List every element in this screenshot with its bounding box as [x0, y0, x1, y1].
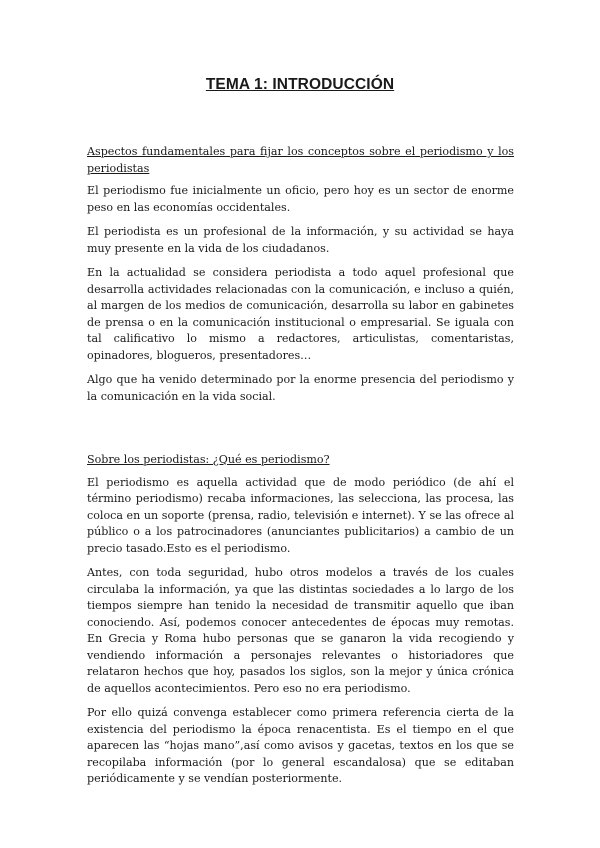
- paragraph: Algo que ha venido determinado por la enorme presencia del periodismo y la comunicación en la vida social.: [87, 373, 514, 403]
- section-spacer: [87, 413, 514, 452]
- page-title: TEMA 1: INTRODUCCIÓN: [205, 76, 395, 93]
- paragraph: El periodismo es aquella actividad que de modo periódico (de ahí el término periodismo) recaba informaciones, las selecciona, las procesa, las coloca en un soporte (prensa, radio, televisión e internet). Y se las ofrece al público o a los patrocinadores (anunciantes publicitarios) a cambio de un precio tasado.Esto es el periodismo.: [87, 475, 514, 555]
- section-heading: Sobre los periodistas: ¿Qué es periodismo?: [87, 453, 330, 466]
- paragraph: El periodismo fue inicialmente un oficio, pero hoy es un sector de enorme peso en las economías occidentales.: [87, 184, 514, 214]
- paragraph: El periodista es un profesional de la información, y su actividad se haya muy presente en la vida de los ciudadanos.: [87, 225, 514, 255]
- document-body: [87, 144, 514, 796]
- section-aspectos: [87, 144, 514, 405]
- paragraph: En la actualidad se considera periodista a todo aquel profesional que desarrolla actividades relacionadas con la comunicación, e incluso a quién, al margen de los medios de comunicación, desarrolla su labor en gabinetes de prensa o en la comunicación institucional o empresarial. Se iguala con tal calificativo lo mismo a redactores, articulistas, comentaristas, opinadores, blogueros, presentadores…: [87, 266, 514, 362]
- paragraph: Antes, con toda seguridad, hubo otros modelos a través de los cuales circulaba la información, ya que las distintas sociedades a lo largo de los tiempos siempre han tenido la necesidad de transmitir aquello que iban conociendo. Así, podemos conocer antecedentes de épocas muy remotas. En Grecia y Roma hubo personas que se ganaron la vida recogiendo y vendiendo información a personajes relevantes o historiadores que relataron hechos que hoy, pasados los siglos, son la mejor y única crónica de aquellos acontecimientos. Pero eso no era periodismo.: [87, 566, 514, 695]
- paragraph: Por ello quizá convenga establecer como primera referencia cierta de la existencia del periodismo la época renacentista. Es el tiempo en el que aparecen las “hojas mano”,así como avisos y gacetas, textos en los que se recopilaba información (por lo general escandalosa) que se editaban periódicamente y se vendían posteriormente.: [87, 706, 514, 785]
- section-periodistas: [87, 452, 514, 788]
- section-heading: Aspectos fundamentales para fijar los conceptos sobre el periodismo y los periodistas: [87, 145, 514, 175]
